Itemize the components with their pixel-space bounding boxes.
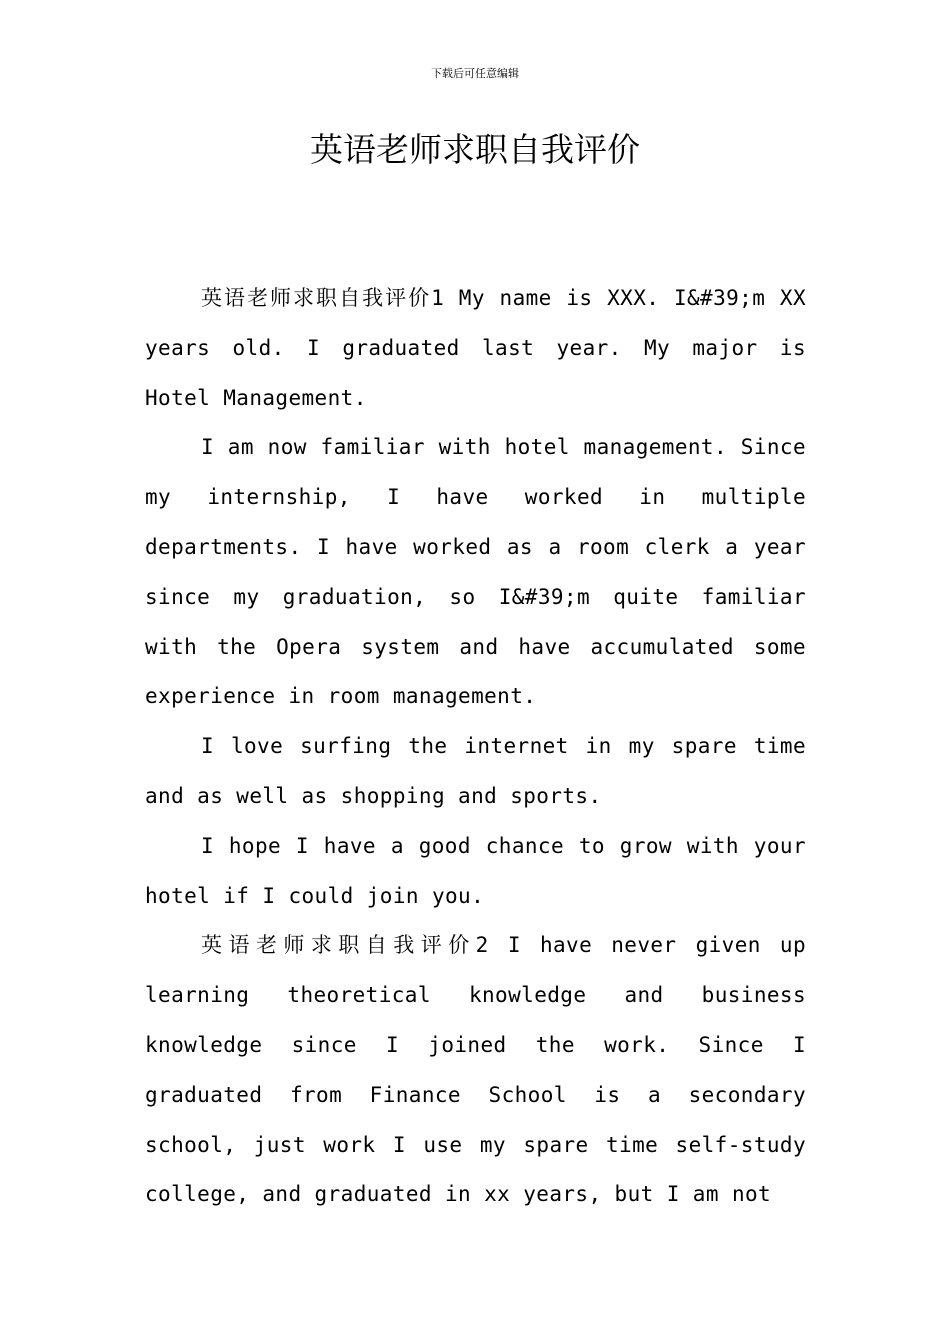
header-note: 下载后可任意编辑 [431, 67, 519, 80]
paragraph-3: I love surfing the internet in my spare time and as well as shopping and sports. [145, 734, 806, 808]
document-body [145, 274, 806, 1220]
document-title: 英语老师求职自我评价 [310, 130, 640, 169]
paragraph-5: 英语老师求职自我评价2 I have never given up learning theoretical knowledge and business knowledge since I joined the work. Since I graduated from Finance School is a secondary school, just work I use my spare time self-study college, and graduated in xx years, but I am not [145, 933, 806, 1207]
paragraph-2: I am now familiar with hotel management. Since my internship, I have worked in multiple departments. I have worked as a room clerk a year since my graduation, so I&#39;m quite familiar with the Opera system and have accumulated some experience in room management. [145, 435, 806, 709]
paragraph-1: 英语老师求职自我评价1 My name is XXX. I&#39;m XX years old. I graduated last year. My major is Hotel Management. [145, 286, 806, 410]
paragraph-4: I hope I have a good chance to grow with your hotel if I could join you. [145, 833, 806, 908]
